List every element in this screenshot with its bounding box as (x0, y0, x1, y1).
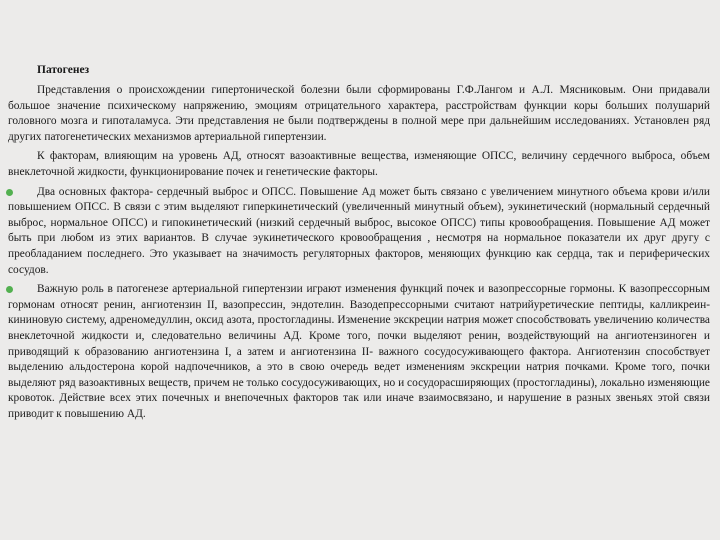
paragraph-factors: К факторам, влияющим на уровень АД, относят вазоактивные вещества, изменяющие ОПСС, величину сердечного выброса, объем внеклеточной жидкости, функционирование почек и генетические факторы. (8, 150, 710, 178)
paragraph-kidney-hormones (8, 282, 710, 422)
paragraph-kidney-hormones-text: Важную роль в патогенезе артериальной гипертензии играют изменения функций почек и вазопрессорные гормоны. К вазопрессорным гормонам относят ренин, ангиотензин II, вазопрессин, эндотелин. Вазодепрессорными считают натрийуретические пептиды, калликреин- кининовую систему, адреномедуллин, оксид азота, простогладины. Изменение экскреции натрия может способствовать увеличению количества внеклеточной жидкости и, следовательно величины АД. Кроме того, почки выделяют ренин, воздействующий на ангиотензиноген и приводящий к образованию ангиотензина I, а затем и ангиотензина II- важного сосудосуживающего фактора. Ангиотензин способствует выделению альдостерона корой надпочечников, а это в свою очередь ведет изменениям экскреции натрия почками. Кроме того, почки выделяют ряд вазоактивных веществ, причем не только сосудосуживающих, но и сосудорасширяющих (простогладины), локально изменяющие кровоток. Действие всех этих почечных и внепочечных факторов так или иначе взаимосвязано, и нарушение в разных звеньях этой связи приводит к повышению АД. (8, 283, 710, 420)
bullet-icon (6, 189, 13, 196)
bullet-icon (6, 286, 13, 293)
paragraph-cardiac-output-text: Два основных фактора- сердечный выброс и ОПСС. Повышение Ад может быть связано с увеличением минутного объема крови и/или повышением ОПСС. В связи с этим выделяют гиперкинетический (увеличенный минутный объем), эукинетический (нормальный сердечный выброс, нормальное ОПСС) и гипокинетический (низкий сердечный выброс, высокое ОПСС) типы кровообращения. Повышение АД может быть при любом из этих вариантов. В случае эукинетического кровообращения , несмотря на нормальное показатели их друг другу с преобладанием последнего. Это указывает на значимость регуляторных факторов, меняющих функцию как сердца, так и периферических сосудов. (8, 185, 710, 276)
paragraph-origin: Представления о происхождении гипертонической болезни были сформированы Г.Ф.Лангом и А.Л. Мясниковым. Они придавали большое значение психическому напряжению, эмоциям отрицательного характера, расстройствам функции коры больших полушарий головного мозга и гипоталамуса. Эти представления не были подтверждены в полной мере при дальнейшим исследованиях. Установлен ряд других патогенетических механизмов артериальной гипертензии. (8, 84, 710, 143)
paragraph-cardiac-output (8, 185, 710, 279)
document-body (8, 83, 710, 426)
section-title: Патогенез (37, 64, 90, 76)
